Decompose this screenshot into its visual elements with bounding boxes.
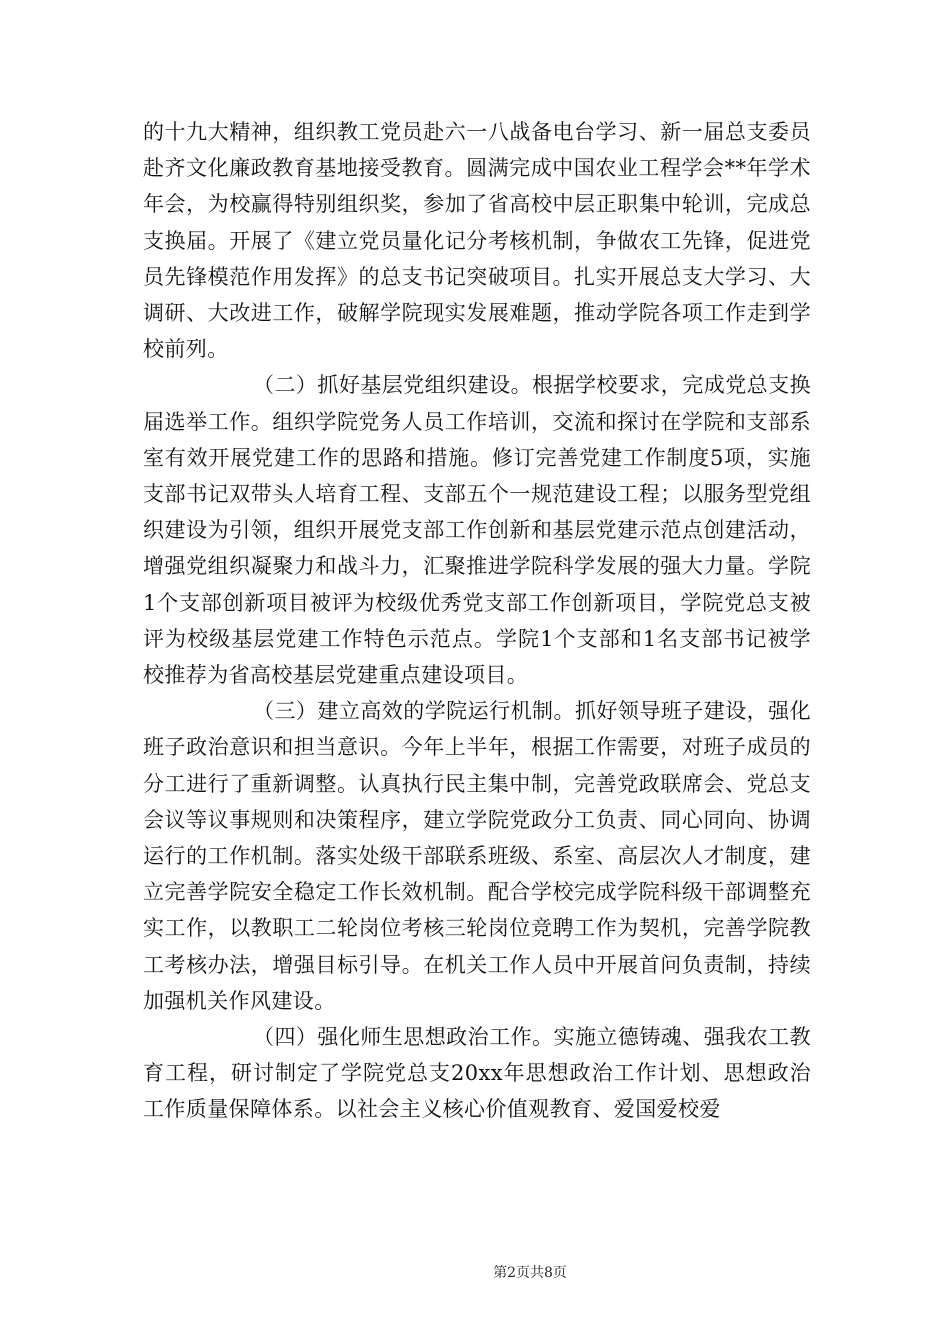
document-body [143,114,811,1128]
paragraph-ideological-work: （四）强化师生思想政治工作。实施立德铸魂、强我农工教育工程，研讨制定了学院党总支20xx年思想政治工作计划、思想政治工作质量保障体系。以社会主义核心价值观教育、爱国爱校爱 [143,1025,811,1122]
paragraph-operating-mechanism: （三）建立高效的学院运行机制。抓好领导班子建设，强化班子政治意识和担当意识。今年上半年，根据工作需要，对班子成员的分工进行了重新调整。认真执行民主集中制，完善党政联席会、党总支会议等议事规则和决策程序，建立学院党政分工负责、同心同向、协调运行的工作机制。落实处级干部联系班级、系室、高层次人才制度，建立完善学院安全稳定工作长效机制。配合学校完成学院科级干部调整充实工作，以教职工二轮岗位考核三轮岗位竞聘工作为契机，完善学院教工考核办法，增强目标引导。在机关工作人员中开展首问负责制，持续加强机关作风建设。 [143,699,811,1013]
paragraph-continuation: 的十九大精神，组织教工党员赴六一八战备电台学习、新一届总支委员赴齐文化廉政教育基地接受教育。圆满完成中国农业工程学会**年学术年会，为校赢得特别组织奖，参加了省高校中层正职集中轮训，完成总支换届。开展了《建立党员量化记分考核机制，争做农工先锋，促进党员先锋模范作用发挥》的总支书记突破项目。扎实开展总支大学习、大调研、大改进工作，破解学院现实发展难题，推动学院各项工作走到学校前列。 [143,120,811,362]
paragraph-party-organization: （二）抓好基层党组织建设。根据学校要求，完成党总支换届选举工作。组织学院党务人员工作培训，交流和探讨在学院和支部系室有效开展党建工作的思路和措施。修订完善党建工作制度5项，实施支部书记双带头人培育工程、支部五个一规范建设工程；以服务型党组织建设为引领，组织开展党支部工作创新和基层党建示范点创建活动，增强党组织凝聚力和战斗力，汇聚推进学院科学发展的强大力量。学院1个支部创新项目被评为校级优秀党支部工作创新项目，学院党总支被评为校级基层党建工作特色示范点。学院1个支部和1名支部书记被学校推荐为省高校基层党建重点建设项目。 [143,373,811,688]
page-number-footer: 第2页共8页 [493,1265,567,1281]
